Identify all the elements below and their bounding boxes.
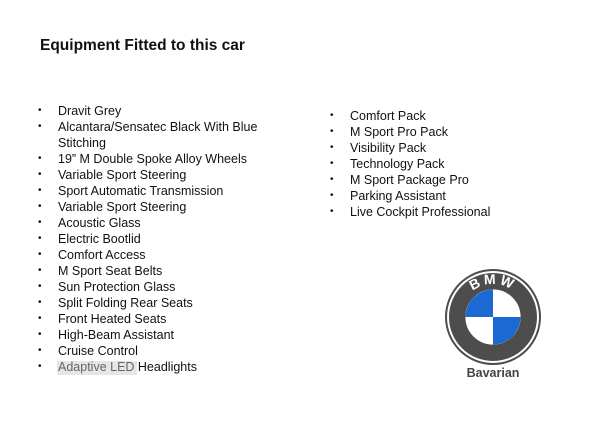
equipment-item: • Comfort Pack — [330, 108, 550, 124]
equipment-list-right — [330, 108, 550, 220]
equipment-item: • Parking Assistant — [330, 188, 550, 204]
brand-caption: Bavarian — [466, 366, 520, 380]
bmw-roundel-icon — [443, 268, 543, 366]
equipment-item: • M Sport Seat Belts — [38, 263, 278, 279]
equipment-item: • High-Beam Assistant — [38, 327, 278, 343]
equipment-item: • 19” M Double Spoke Alloy Wheels — [38, 151, 278, 167]
equipment-item: • Technology Pack — [330, 156, 550, 172]
equipment-item: • M Sport Pro Pack — [330, 124, 550, 140]
equipment-item: • Visibility Pack — [330, 140, 550, 156]
equipment-item: • Alcantara/Sensatec Black With Blue Stitching — [38, 119, 278, 151]
equipment-item: • Dravit Grey — [38, 103, 278, 119]
equipment-item: • Adaptive LED Headlights — [38, 359, 278, 375]
equipment-item: • Acoustic Glass — [38, 215, 278, 231]
equipment-list-left — [38, 103, 278, 375]
equipment-item: • Live Cockpit Professional — [330, 204, 550, 220]
equipment-item: • Electric Bootlid — [38, 231, 278, 247]
equipment-item: • Comfort Access — [38, 247, 278, 263]
equipment-item: • Split Folding Rear Seats — [38, 295, 278, 311]
equipment-item: • Variable Sport Steering — [38, 167, 278, 183]
brand-logo — [443, 268, 543, 384]
equipment-item: • Cruise Control — [38, 343, 278, 359]
translucent-overlay — [57, 361, 137, 375]
logo-letters: BMW — [466, 270, 520, 294]
equipment-item: • Front Heated Seats — [38, 311, 278, 327]
equipment-item: • Variable Sport Steering — [38, 199, 278, 215]
equipment-item: • Sun Protection Glass — [38, 279, 278, 295]
equipment-item: • M Sport Package Pro — [330, 172, 550, 188]
page-title: Equipment Fitted to this car — [40, 37, 245, 54]
equipment-item: • Sport Automatic Transmission — [38, 183, 278, 199]
